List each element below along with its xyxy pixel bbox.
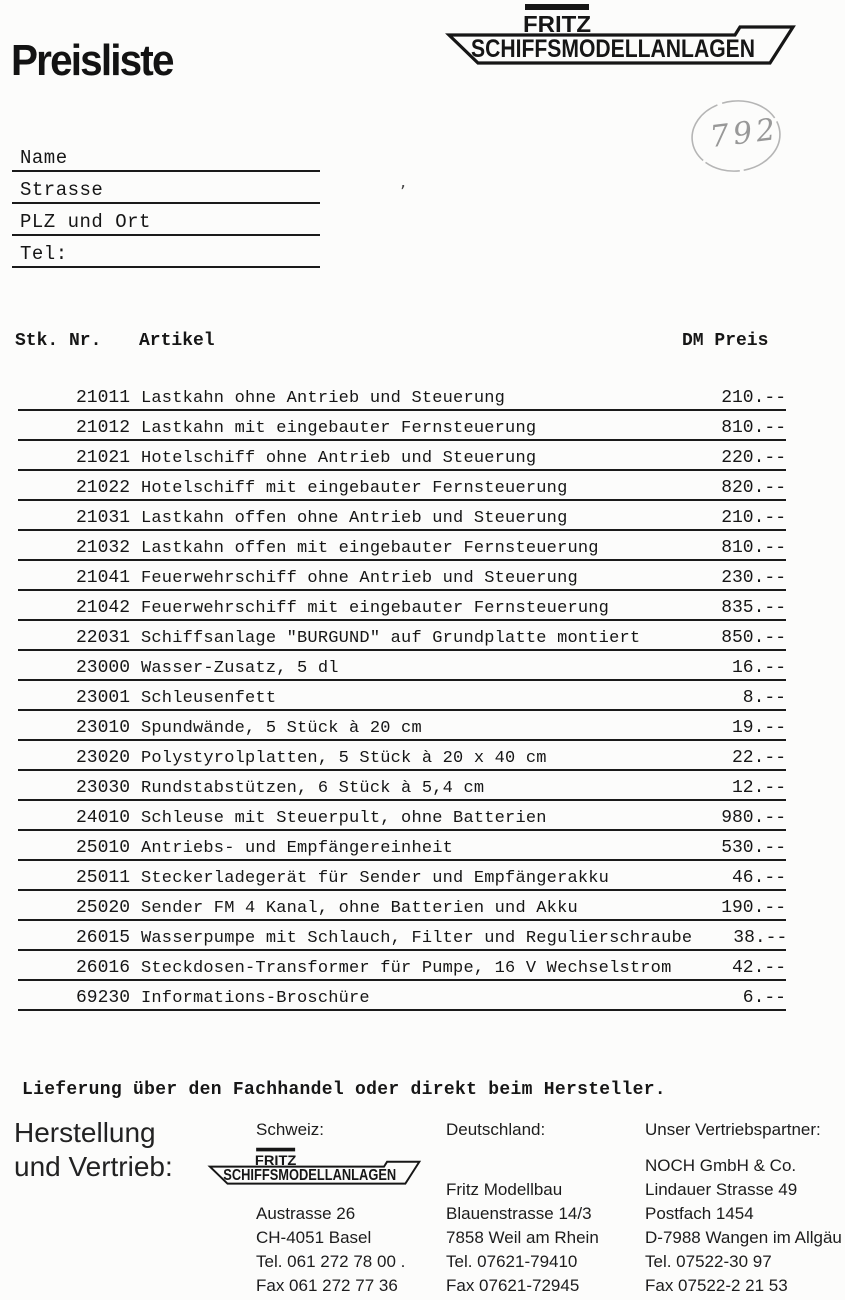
cell-nr: 26016 [75,958,130,978]
table-row [18,951,786,981]
footer-address-line: CH-4051 Basel [256,1228,372,1247]
cell-article: Lastkahn offen ohne Antrieb und Steuerung [141,509,568,528]
cell-nr: 25010 [75,838,130,858]
company-logo [441,2,799,66]
logo-line1: FRITZ [523,11,591,37]
footer-address-line: Blauenstrasse 14/3 [446,1204,592,1223]
cell-price: 6.-- [742,988,786,1008]
cell-nr: 22031 [75,628,130,648]
cell-article: Schleuse mit Steuerpult, ohne Batterien [141,809,547,828]
ship-logo-icon [441,2,799,66]
cell-article: Schleusenfett [141,689,277,708]
handwritten-stamp [688,96,784,176]
form-field-label: Tel: [20,243,68,265]
table-row [18,801,786,831]
table-row [18,561,786,591]
cell-article: Wasser-Zusatz, 5 dl [141,659,339,678]
cell-nr: 23020 [75,748,130,768]
cell-article: Informations-Broschüre [141,989,370,1008]
cell-price: 835.-- [721,598,786,618]
customer-form [12,140,314,268]
cell-price: 42.-- [731,958,786,978]
table-row [18,711,786,741]
footer-address-line: Tel. 07621-79410 [446,1252,578,1271]
table-row [18,861,786,891]
footer-address-line: D-7988 Wangen im Allgäu [645,1228,842,1247]
form-field-name[interactable] [12,140,320,172]
table-row [18,771,786,801]
table-row [18,921,786,951]
cell-price: 12.-- [731,778,786,798]
cell-price: 190.-- [721,898,786,918]
column-header-price: DM Preis [682,331,769,351]
cell-price: 8.-- [742,688,786,708]
table-row [18,891,786,921]
company-logo-footer [205,1146,423,1186]
cell-article: Lastkahn ohne Antrieb und Steuerung [141,389,506,408]
cell-article: Spundwände, 5 Stück à 20 cm [141,719,422,738]
cell-nr: 21031 [75,508,130,528]
footer-address-line: Fax 07621-72945 [446,1276,580,1295]
cell-nr: 26015 [75,928,130,948]
table-row [18,441,786,471]
footer-address-line: Fax 061 272 77 36 [256,1276,398,1295]
table-row [18,381,786,411]
cell-nr: 23000 [75,658,130,678]
cell-nr: 21021 [75,448,130,468]
cell-price: 230.-- [721,568,786,588]
cell-price: 810.-- [721,418,786,438]
delivery-note: Lieferung über den Fachhandel oder direkt beim Hersteller. [22,1080,666,1100]
footer-address-line: Lindauer Strasse 49 [645,1180,798,1199]
page-title: Preisliste [11,36,173,85]
table-row [18,651,786,681]
table-row [18,471,786,501]
footer-label-line1: Herstellung [14,1117,156,1148]
cell-article: Lastkahn mit eingebauter Fernsteuerung [141,419,537,438]
logo-line1: FRITZ [254,1151,297,1168]
footer-address-line: Fax 07522-2 21 53 [645,1276,788,1295]
cell-price: 210.-- [721,388,786,408]
cell-nr: 25020 [75,898,130,918]
footer-address-line: NOCH GmbH & Co. [645,1156,797,1175]
table-row [18,591,786,621]
cell-price: 820.-- [721,478,786,498]
cell-article: Hotelschiff ohne Antrieb und Steuerung [141,449,537,468]
footer-address-schweiz [256,1202,405,1298]
scan-mark: ’ [400,182,406,203]
cell-price: 980.-- [721,808,786,828]
table-row [18,831,786,861]
cell-price: 810.-- [721,538,786,558]
footer-address-line: Tel. 07522-30 97 [645,1252,772,1271]
cell-price: 220.-- [721,448,786,468]
column-header-nr: Stk. Nr. [15,331,102,351]
cell-article: Rundstabstützen, 6 Stück à 5,4 cm [141,779,485,798]
cell-article: Antriebs- und Empfängereinheit [141,839,454,858]
cell-price: 22.-- [731,748,786,768]
cell-nr: 21042 [75,598,130,618]
cell-article: Wasserpumpe mit Schlauch, Filter und Regulierschraube [141,929,693,948]
cell-article: Lastkahn offen mit eingebauter Fernsteuerung [141,539,599,558]
price-table [18,381,786,1011]
cell-nr: 21011 [75,388,130,408]
form-field-strasse[interactable] [12,172,320,204]
cell-article: Schiffsanlage "BURGUND" auf Grundplatte montiert [141,629,641,648]
cell-nr: 25011 [75,868,130,888]
footer-label [14,1116,173,1184]
footer-heading-deutschland: Deutschland: [446,1120,546,1139]
cell-article: Steckerladegerät für Sender und Empfängerakku [141,869,610,888]
footer-address-line: Tel. 061 272 78 00 . [256,1252,406,1271]
ship-logo-icon [205,1146,423,1186]
footer-address-line: Austrasse 26 [256,1204,356,1223]
footer-address-deutschland [446,1178,599,1298]
table-row [18,501,786,531]
cell-price: 38.-- [733,928,788,948]
logo-line2: SCHIFFSMODELLANLAGEN [223,1167,397,1185]
cell-nr: 21012 [75,418,130,438]
footer-address-line: Fritz Modellbau [446,1180,563,1199]
cell-price: 210.-- [721,508,786,528]
cell-article: Feuerwehrschiff ohne Antrieb und Steuerung [141,569,578,588]
cell-price: 850.-- [721,628,786,648]
stamp-number: 792 [708,111,782,156]
table-row [18,741,786,771]
cell-article: Hotelschiff mit eingebauter Fernsteuerung [141,479,568,498]
table-header [0,331,845,353]
footer-heading-schweiz: Schweiz: [256,1120,325,1139]
table-row [18,981,786,1011]
cell-nr: 23001 [75,688,130,708]
logo-line2: SCHIFFSMODELLANLAGEN [471,35,755,63]
footer-address-line: 7858 Weil am Rhein [446,1228,599,1247]
cell-article: Sender FM 4 Kanal, ohne Batterien und Akku [141,899,578,918]
table-row [18,681,786,711]
footer-address-line: Postfach 1454 [645,1204,754,1223]
cell-price: 530.-- [721,838,786,858]
form-field-label: Name [20,147,68,169]
cell-nr: 21041 [75,568,130,588]
footer-label-line2: und Vertrieb: [14,1151,173,1182]
cell-article: Feuerwehrschiff mit eingebauter Fernsteuerung [141,599,610,618]
cell-nr: 23010 [75,718,130,738]
column-header-article: Artikel [139,331,215,351]
cell-article: Steckdosen-Transformer für Pumpe, 16 V Wechselstrom [141,959,672,978]
cell-price: 16.-- [731,658,786,678]
table-row [18,411,786,441]
form-field-label: PLZ und Ort [20,211,151,233]
cell-nr: 69230 [75,988,130,1008]
footer-address-vertriebspartner [645,1154,842,1298]
cell-nr: 21022 [75,478,130,498]
cell-nr: 23030 [75,778,130,798]
form-field-tel[interactable] [12,236,320,268]
cell-nr: 21032 [75,538,130,558]
cell-price: 19.-- [731,718,786,738]
cell-article: Polystyrolplatten, 5 Stück à 20 x 40 cm [141,749,547,768]
table-row [18,621,786,651]
cell-nr: 24010 [75,808,130,828]
form-field-label: Strasse [20,179,104,201]
footer-heading-vertriebspartner: Unser Vertriebspartner: [645,1120,821,1139]
form-field-plz-und-ort[interactable] [12,204,320,236]
table-row [18,531,786,561]
cell-price: 46.-- [731,868,786,888]
